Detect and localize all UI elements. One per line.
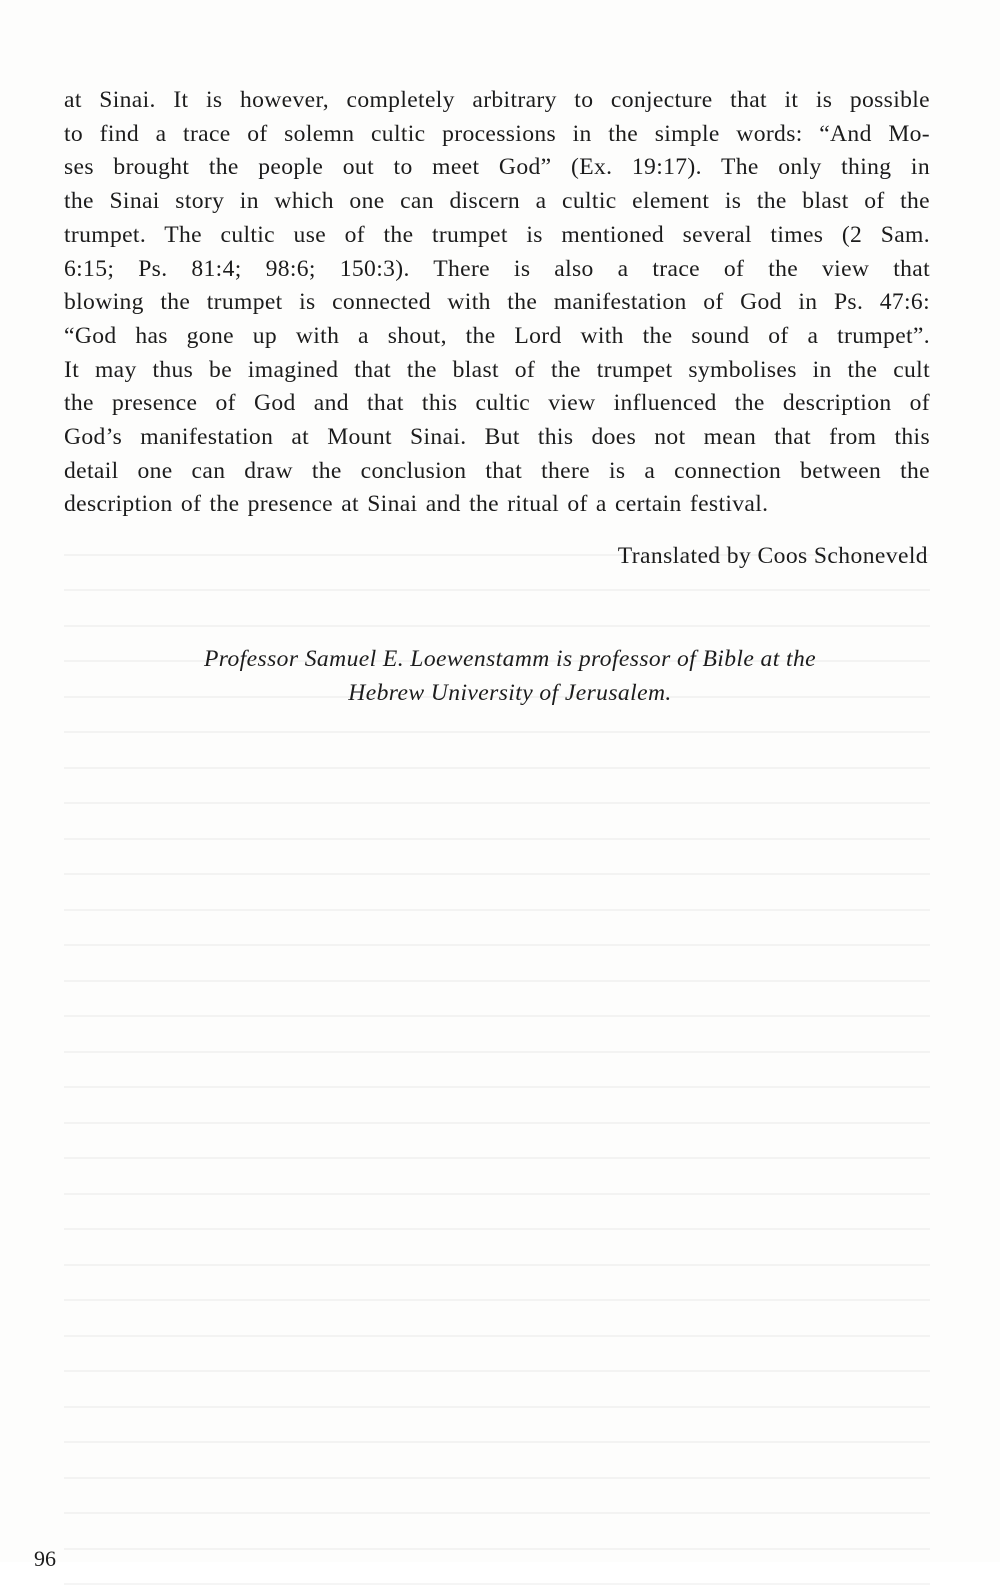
text-line: detail one can draw the conclusion that there is a connection between the (64, 457, 930, 484)
text-line: blowing the trumpet is connected with the manifestation of God in Ps. 47:6: (64, 289, 930, 316)
text-line: 6:15; Ps. 81:4; 98:6; 150:3). There is also a trace of the view that (64, 255, 930, 282)
text-line: ses brought the people out to meet God” (Ex. 19:17). The only thing in (64, 154, 930, 181)
text-line: to find a trace of solemn cultic processions in the simple words: “And Mo- (64, 120, 930, 147)
translator-credit: Translated by Coos Schoneveld (617, 543, 928, 569)
text-line: “God has gone up with a shout, the Lord with the sound of a trumpet”. (64, 322, 930, 349)
text-line: the presence of God and that this cultic view influenced the description of (64, 390, 930, 417)
body-paragraph (64, 84, 930, 522)
author-bio-line: Professor Samuel E. Loewenstamm is professor of Bible at the (203, 646, 817, 672)
text-line: at Sinai. It is however, completely arbitrary to conjecture that it is possible (64, 87, 930, 113)
author-bio (100, 642, 920, 710)
text-line: trumpet. The cultic use of the trumpet is mentioned several times (2 Sam. (64, 221, 930, 248)
page-number: 96 (34, 1546, 56, 1571)
text-line: description of the presence at Sinai and the ritual of a certain festival. (64, 491, 769, 518)
author-bio-line: Hebrew University of Jerusalem. (348, 680, 672, 706)
text-line: It may thus be imagined that the blast of the trumpet symbolises in the cult (64, 356, 930, 383)
text-line: the Sinai story in which one can discern a cultic element is the blast of the (64, 188, 930, 215)
text-line: God’s manifestation at Mount Sinai. But this does not mean that from this (64, 424, 930, 451)
